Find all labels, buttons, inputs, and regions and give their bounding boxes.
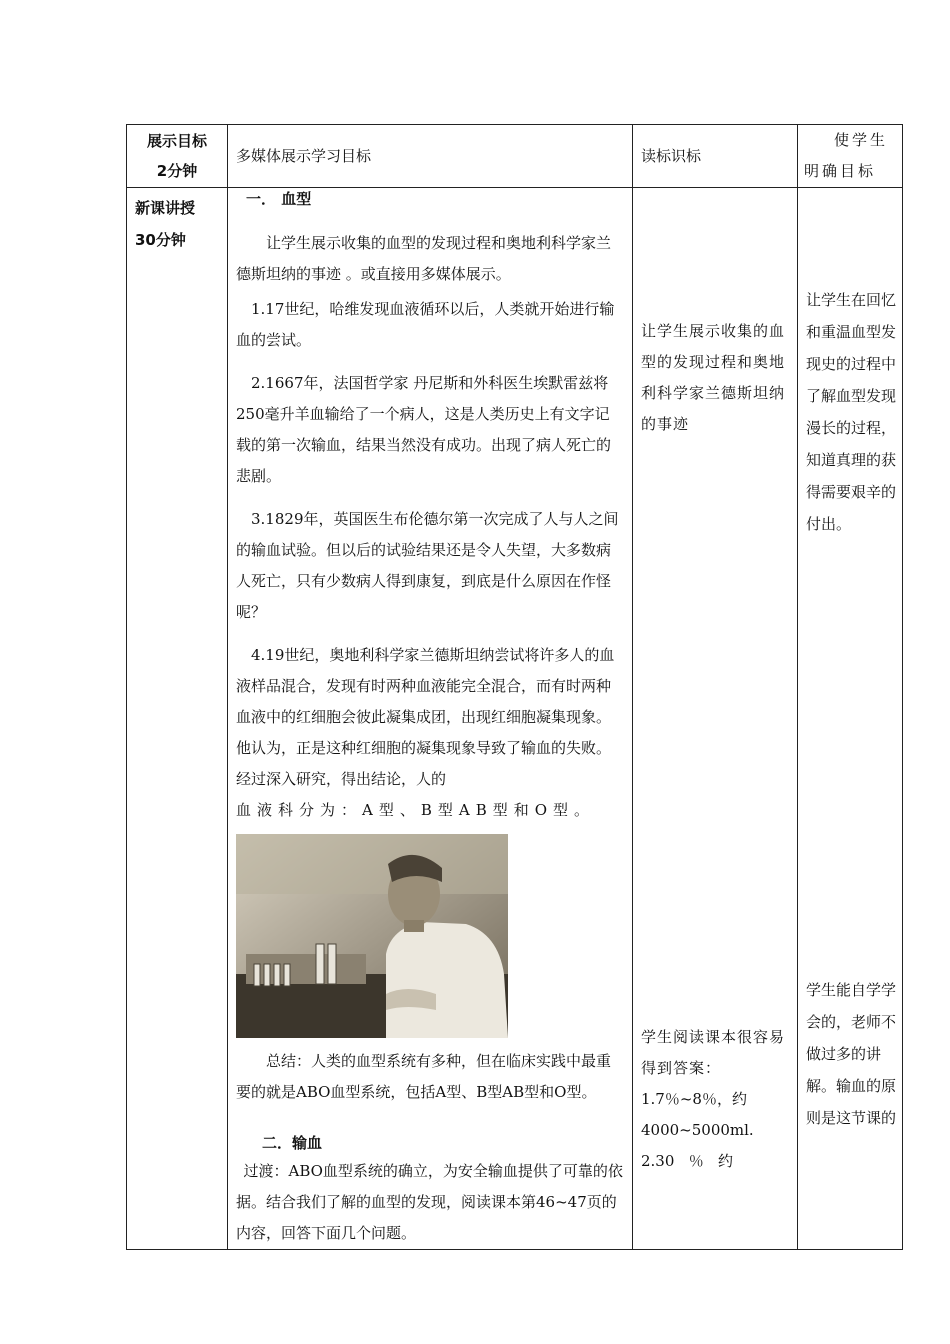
section-title-blood-type: 一． 血型 <box>246 190 312 208</box>
cell-lesson-stage <box>127 188 228 1250</box>
cell-goal-student <box>633 125 798 188</box>
lesson-plan-table <box>126 124 903 1250</box>
design-purpose-history: 让学生在回忆和重温血型发现史的过程中了解血型发现漫长的过程，知道真理的获得需要艰辛的付出。 <box>806 291 897 533</box>
stage-time: 2分钟 <box>156 162 198 180</box>
cell-goal-purpose <box>798 125 903 188</box>
history-paragraph-3: 3.1829年，英国医生布伦德尔第一次完成了人与人之间的输血试验。但以后的试验结果还是令人失望，大多数病人死亡，只有少数病人得到康复，到底是什么原因在作怪呢？ <box>236 510 619 621</box>
answer-1: 1.7％~8％，约4000~5000ml. <box>641 1090 754 1139</box>
design-purpose: 使学生明确目标 <box>804 131 889 180</box>
student-activity-read: 学生阅读课本很容易得到答案： <box>641 1028 786 1077</box>
cell-goal-teacher <box>228 125 633 188</box>
student-activity-show: 让学生展示收集的血型的发现过程和奥地利科学家兰德斯坦纳的事迹 <box>641 322 786 433</box>
teacher-activity: 多媒体展示学习目标 <box>236 146 372 165</box>
history-paragraph-4: 4.19世纪，奥地利科学家兰德斯坦纳尝试将许多人的血液样品混合，发现有时两种血液能完全混合，而有时两种血液中的红细胞会彼此凝集成团，出现红细胞凝集现象。他认为，正是这种红细胞的凝集现象导致了输血的失败。经过深入研究，得出结论，人的 <box>236 646 615 788</box>
scientist-photo <box>236 834 508 1038</box>
cell-goal-stage <box>127 125 228 188</box>
cell-lesson-student <box>633 188 798 1250</box>
transition-paragraph: 过渡：ABO血型系统的确立，为安全输血提供了可靠的依据。结合我们了解的血型的发现，阅读课本第46~47页的内容，回答下面几个问题。 <box>236 1162 623 1242</box>
history-paragraph-4-end: 血液科分为：A型、B型AB型和O型。 <box>236 801 596 819</box>
cell-lesson-teacher <box>228 188 633 1250</box>
intro-paragraph: 让学生展示收集的血型的发现过程和奥地利科学家兰德斯坦纳的事迹 。或直接用多媒体展示。 <box>236 234 612 283</box>
design-purpose-selfstudy: 学生能自学学会的，老师不做过多的讲解。输血的原则是这节课的 <box>806 981 897 1127</box>
stage-time: 30分钟 <box>135 231 186 249</box>
answer-2: 2.30 ％ 约 <box>641 1152 734 1170</box>
cell-lesson-purpose <box>798 188 903 1250</box>
summary-paragraph: 总结：人类的血型系统有多种，但在临床实践中最重要的就是ABO血型系统，包括A型、B型AB型和O型。 <box>236 1052 612 1101</box>
stage-label: 新课讲授 <box>135 199 196 217</box>
row-new-lesson <box>127 188 903 1250</box>
section-title-transfusion: 二．输血 <box>262 1134 323 1152</box>
stage-label: 展示目标 <box>146 132 207 150</box>
history-paragraph-1: 1.17世纪，哈维发现血液循环以后，人类就开始进行输血的尝试。 <box>236 300 615 349</box>
history-paragraph-2: 2.1667年，法国哲学家 丹尼斯和外科医生埃默雷兹将250毫升羊血输给了一个病人，这是人类历史上有文字记载的第一次输血，结果当然没有成功。出现了病人死亡的悲剧。 <box>236 374 612 485</box>
row-goals <box>127 125 903 188</box>
student-activity: 读标识标 <box>641 146 702 165</box>
